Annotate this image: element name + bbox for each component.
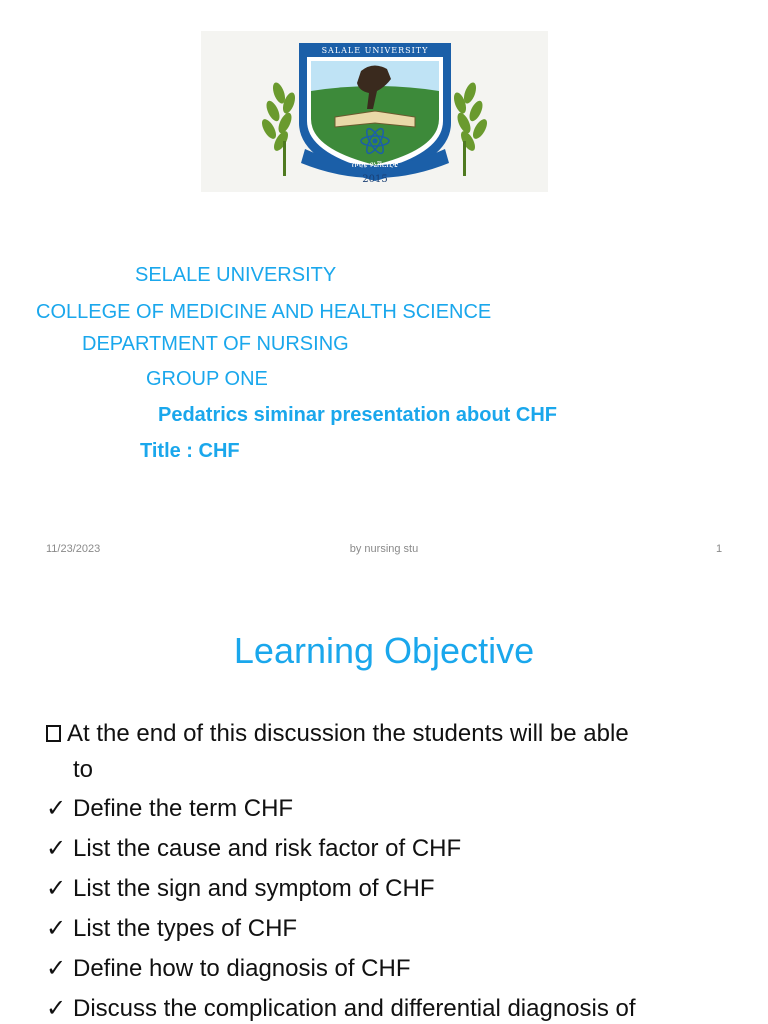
presentation-subtitle: Pedatrics siminar presentation about CHF — [158, 404, 557, 426]
intro-text-line1: At the end of this discussion the students will be able — [67, 720, 629, 747]
footer-author: by nursing stu — [349, 543, 419, 555]
objective-item — [46, 834, 461, 863]
university-logo — [201, 31, 548, 192]
checkmark-icon: ✓ — [46, 835, 67, 862]
objective-item — [46, 954, 411, 983]
university-crest-icon — [201, 31, 548, 192]
objective-text: List the cause and risk factor of CHF — [73, 835, 462, 862]
objective-item — [46, 794, 293, 823]
intro-text-line2: to — [73, 756, 94, 783]
checkmark-icon: ✓ — [46, 795, 67, 822]
group-name: GROUP ONE — [146, 368, 268, 390]
footer-date: 11/23/2023 — [46, 543, 101, 555]
presentation-title: Title : CHF — [140, 440, 240, 462]
checkbox-icon — [46, 725, 61, 742]
intro-bullet — [46, 720, 629, 748]
footer-page-number: 1 — [716, 543, 723, 555]
logo-year: 2015 — [362, 174, 388, 185]
objective-text: List the sign and symptom of CHF — [73, 875, 435, 902]
wheat-left-icon — [259, 81, 297, 176]
department-name: DEPARTMENT OF NURSING — [82, 333, 349, 355]
checkmark-icon: ✓ — [46, 875, 67, 902]
objective-text: Define the term CHF — [73, 795, 294, 822]
checkmark-icon: ✓ — [46, 915, 67, 942]
objective-text: Discuss the complication and differential diagnosis of — [73, 995, 636, 1022]
objective-item — [46, 914, 297, 943]
logo-top-text: SALALE UNIVERSITY — [321, 46, 429, 55]
checkmark-icon: ✓ — [46, 955, 67, 982]
objective-text: List the types of CHF — [73, 915, 298, 942]
objective-item — [46, 994, 636, 1023]
objective-item — [46, 874, 434, 903]
checkmark-icon: ✓ — [46, 995, 67, 1022]
wheat-right-icon — [452, 81, 490, 176]
slide-title: Learning Objective — [233, 630, 535, 671]
university-name: SELALE UNIVERSITY — [135, 264, 337, 286]
objective-text: Define how to diagnosis of CHF — [73, 955, 411, 982]
college-name: COLLEGE OF MEDICINE AND HEALTH SCIENCE — [36, 301, 492, 323]
logo-ribbon-text: ሰላሌ ዩኒቨርሲቲ — [351, 160, 399, 169]
